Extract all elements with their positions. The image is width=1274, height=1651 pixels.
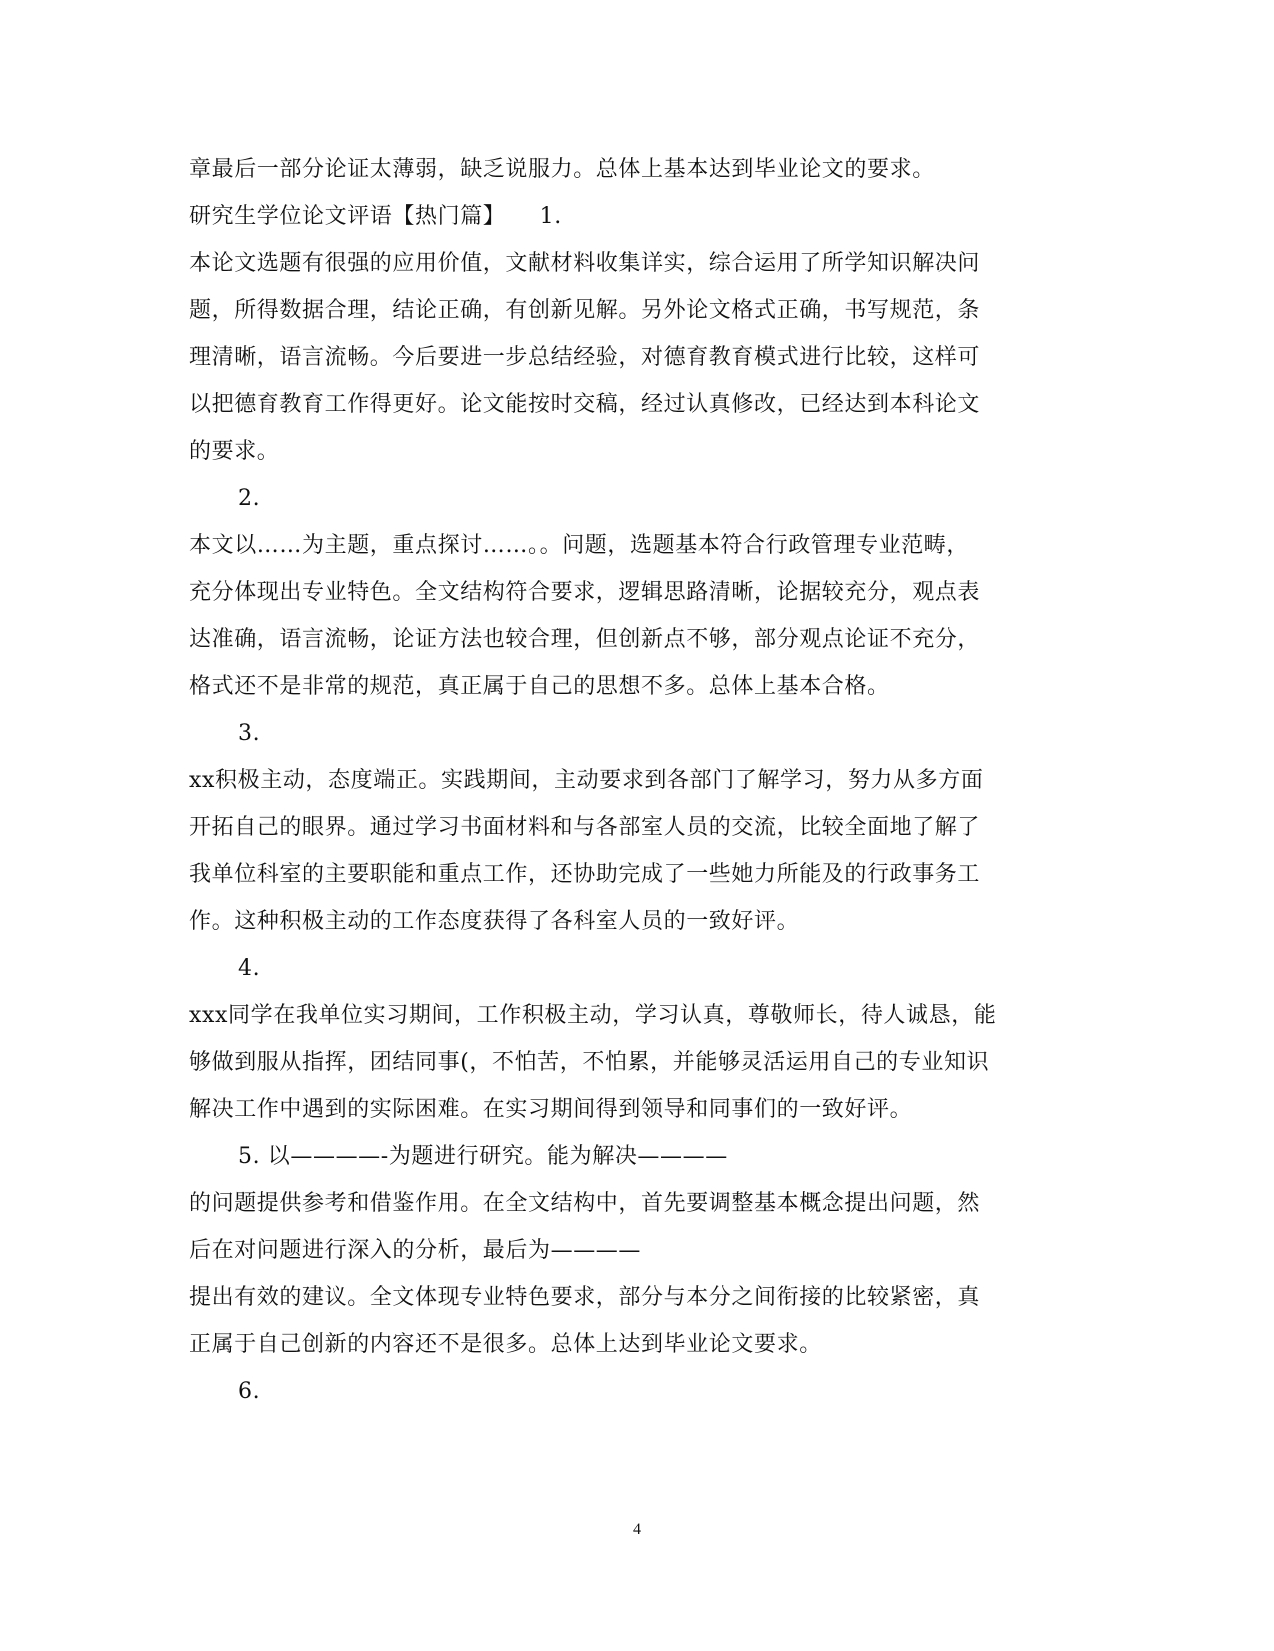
- text-line: 题，所得数据合理，结论正确，有创新见解。另外论文格式正确，书写规范，条: [189, 298, 981, 323]
- page-number: 4: [633, 1521, 641, 1538]
- item-number: 3.: [238, 721, 261, 746]
- text-line: 理清晰，语言流畅。今后要进一步总结经验，对德育教育模式进行比较，这样可: [189, 345, 981, 370]
- section-heading: 研究生学位论文评语【热门篇】 1.: [189, 204, 562, 229]
- text-line: 解决工作中遇到的实际困难。在实习期间得到领导和同事们的一致好评。: [189, 1097, 913, 1122]
- text-line: 开拓自己的眼界。通过学习书面材料和与各部室人员的交流，比较全面地了解了: [189, 815, 981, 840]
- text-line: xxx同学在我单位实习期间，工作积极主动，学习认真，尊敬师长，待人诚恳，能: [189, 1003, 997, 1028]
- text-line: 格式还不是非常的规范，真正属于自己的思想不多。总体上基本合格。: [189, 674, 890, 699]
- item-number: 6.: [238, 1379, 261, 1404]
- text-line: 本文以……为主题，重点探讨……。。问题，选题基本符合行政管理专业范畴，: [189, 533, 970, 558]
- text-line: 后在对问题进行深入的分析，最后为————: [189, 1238, 642, 1263]
- item-number: 4.: [238, 956, 261, 981]
- text-line: 正属于自己创新的内容还不是很多。总体上达到毕业论文要求。: [189, 1332, 822, 1357]
- text-line: 我单位科室的主要职能和重点工作，还协助完成了一些她力所能及的行政事务工: [189, 862, 981, 887]
- text-line: 作。这种积极主动的工作态度获得了各科室人员的一致好评。: [189, 909, 800, 934]
- text-line: 5. 以————-为题进行研究。能为解决————: [238, 1144, 728, 1169]
- text-line: 达准确，语言流畅，论证方法也较合理，但创新点不够，部分观点论证不充分，: [189, 627, 981, 652]
- text-line: xx积极主动，态度端正。实践期间，主动要求到各部门了解学习，努力从多方面: [189, 768, 984, 793]
- text-line: 章最后一部分论证太薄弱，缺乏说服力。总体上基本达到毕业论文的要求。: [189, 157, 935, 182]
- item-number: 2.: [238, 486, 261, 511]
- text-line: 以把德育教育工作得更好。论文能按时交稿，经过认真修改，已经达到本科论文: [189, 392, 981, 417]
- text-line: 本论文选题有很强的应用价值，文献材料收集详实，综合运用了所学知识解决问: [189, 251, 981, 276]
- text-line: 够做到服从指挥，团结同事(，不怕苦，不怕累，并能够灵活运用自己的专业知识: [189, 1050, 990, 1075]
- text-line: 的要求。: [189, 439, 280, 464]
- text-line: 的问题提供参考和借鉴作用。在全文结构中，首先要调整基本概念提出问题，然: [189, 1191, 981, 1216]
- text-line: 提出有效的建议。全文体现专业特色要求，部分与本分之间衔接的比较紧密，真: [189, 1285, 981, 1310]
- text-line: 充分体现出专业特色。全文结构符合要求，逻辑思路清晰，论据较充分，观点表: [189, 580, 981, 605]
